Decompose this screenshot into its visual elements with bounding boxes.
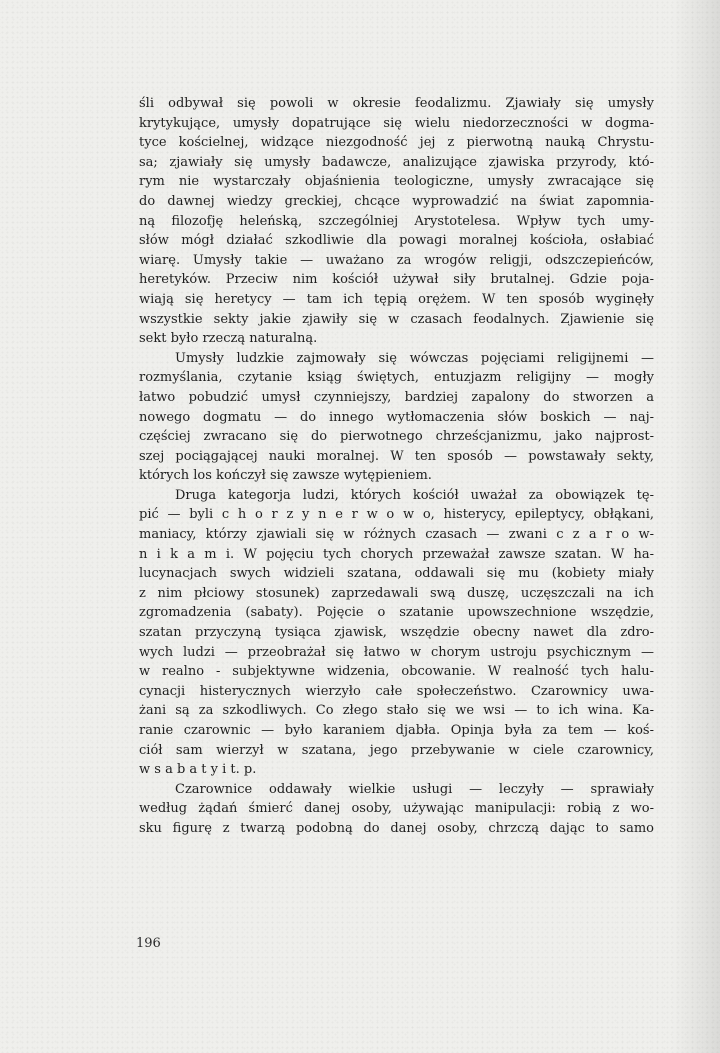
- text-line: łatwo pobudzić umysł czynniejszy, bardziej zapalony do stworzen a: [139, 389, 654, 405]
- text-line: lucynacjach swych widzieli szatana, oddawali się mu (kobiety miały: [139, 566, 654, 582]
- text-line: krytykujące, umysły dopatrujące się wielu niedorzeczności w dogma-: [139, 115, 654, 131]
- text-line: Czarownice oddawały wielkie usługi — leczyły — sprawiały: [175, 781, 654, 797]
- text-line: ranie czarownic — było karaniem djabła. Opinja była za tem — koś-: [139, 723, 654, 738]
- text-line: z nim płciowy stosunek) zaprzedawali swą duszę, uczęszczali na ich: [139, 585, 654, 601]
- text-line: żani są za szkodliwych. Co złego stało się we wsi — to ich wina. Ka-: [139, 703, 654, 719]
- paragraph: [139, 94, 654, 349]
- text-line: Druga kategorja ludzi, których kościół uważał za obowiązek tę-: [175, 487, 654, 503]
- text-line: szatan przyczyną tysiąca zjawisk, wszędzie obecny nawet dla zdro-: [139, 625, 654, 641]
- body-text: [139, 94, 654, 839]
- text-line: zgromadzenia (sabaty). Pojęcie o szatanie upowszechnione wszędzie,: [139, 605, 654, 621]
- text-line: których los kończył się zawsze wytępieniem.: [139, 468, 432, 484]
- text-line: wych ludzi — przeobrażał się łatwo w chorym ustroju psychicznym —: [139, 644, 654, 660]
- paragraph: [139, 349, 654, 486]
- text-line: rozmyślania, czytanie ksiąg świętych, entuzjazm religijny — mogły: [139, 370, 654, 386]
- text-line: ciół sam wierzył w szatana, jego przebywanie w ciele czarownicy,: [139, 742, 654, 758]
- text-line: sa; zjawiały się umysły badawcze, analizujące zjawiska przyrody, któ-: [139, 154, 654, 170]
- page-edge-shadow: [672, 0, 720, 1053]
- text-line: częściej zwracano się do pierwotnego chrześcjanizmu, jako najprost-: [139, 429, 654, 445]
- text-line: słów mógł działać szkodliwie dla powagi moralnej kościoła, osłabiać: [139, 233, 654, 249]
- text-line: do dawnej wiedzy greckiej, chcące wyprowadzić na świat zapomnia-: [139, 193, 654, 209]
- page-number: 196: [136, 936, 161, 951]
- text-line: śli odbywał się powoli w okresie feodalizmu. Zjawiały się umysły: [139, 96, 654, 111]
- text-line: heretyków. Przeciw nim kościół używał siły brutalnej. Gdzie poja-: [139, 272, 654, 288]
- text-line: sku figurę z twarzą podobną do danej osoby, chrzczą dając to samo: [139, 820, 654, 836]
- paragraph: [139, 486, 654, 780]
- text-line: maniacy, którzy zjawiali się w różnych czasach — zwani c z a r o w-: [139, 527, 654, 543]
- text-line: Umysły ludzkie zajmowały się wówczas pojęciami religijnemi —: [175, 350, 654, 366]
- text-line: rym nie wystarczały objaśnienia teologiczne, umysły zwracające się: [139, 174, 654, 190]
- text-line: wiają się heretycy — tam ich tępią orężem. W ten sposób wyginęły: [139, 291, 654, 307]
- text-line: ną filozofję heleńską, szczególniej Arystotelesa. Wpływ tych umy-: [139, 213, 654, 229]
- text-line: wiarę. Umysły takie — uważano za wrogów religji, odszczepieńców,: [139, 252, 654, 268]
- text-line: sekt było rzeczą naturalną.: [139, 331, 318, 347]
- paragraph: [139, 780, 654, 839]
- text-line: pić — byli c h o r z y n e r w o w o, histerycy, epileptycy, obłąkani,: [139, 507, 654, 523]
- text-line: cynacji histerycznych wierzyło całe społeczeństwo. Czarownicy uwa-: [139, 683, 654, 699]
- text-line: n i k a m i. W pojęciu tych chorych przeważał zawsze szatan. W ha-: [139, 546, 654, 562]
- text-line: nowego dogmatu — do innego wytłomaczenia słów boskich — naj-: [139, 409, 654, 425]
- text-line: w s a b a t y i t. p.: [139, 762, 257, 778]
- text-line: tyce kościelnej, widzące niezgodność jej z pierwotną nauką Chrystu-: [139, 135, 654, 151]
- text-line: wszystkie sekty jakie zjawiły się w czasach feodalnych. Zjawienie się: [139, 311, 654, 327]
- text-line: według żądań śmierć danej osoby, używając manipulacji: robią z wo-: [139, 801, 654, 817]
- text-line: szej pociągającej nauki moralnej. W ten sposób — powstawały sekty,: [139, 448, 654, 464]
- text-line: w realno - subjektywne widzenia, obcowanie. W realność tych halu-: [139, 664, 654, 680]
